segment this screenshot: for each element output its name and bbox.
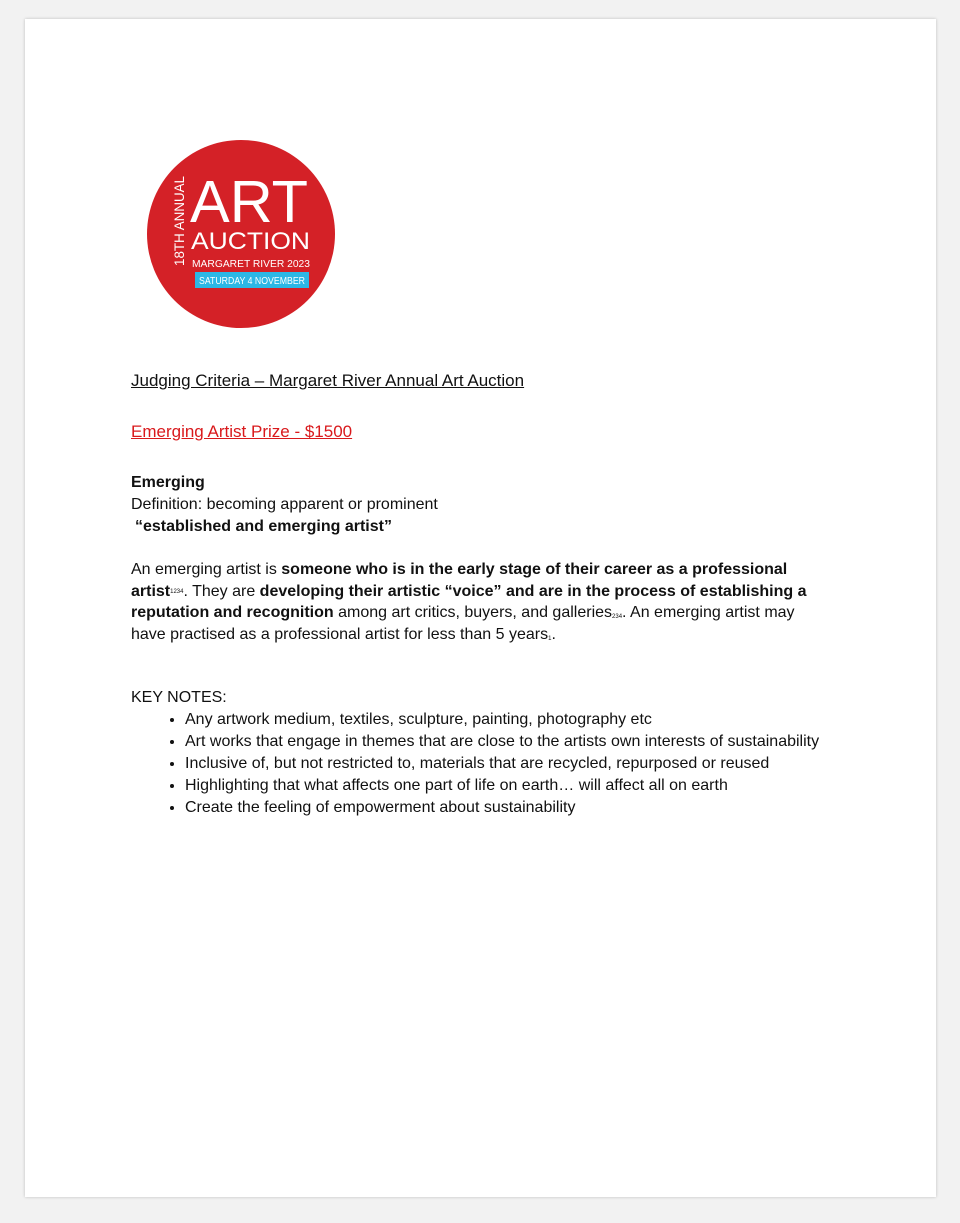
list-item: • Highlighting that what affects one part of life on earth… will affect all on earth: [185, 775, 831, 797]
paragraph-text: .: [551, 625, 556, 643]
document-page: [25, 19, 936, 1197]
paragraph-text: An emerging artist is: [131, 561, 282, 578]
logo-location: MARGARET RIVER 2023: [192, 258, 311, 270]
description-paragraph: [131, 559, 831, 645]
key-notes-section: [131, 687, 831, 819]
paragraph-text: . They are: [183, 582, 260, 600]
paragraph-bold-text: someone who is in the early stage of their career as a professional artist: [131, 561, 788, 600]
prize-title: Emerging Artist Prize - $1500: [131, 422, 353, 441]
logo-side-text: 18TH ANNUAL: [172, 175, 187, 266]
paragraph-text: . An emerging artist may have practised as a professional artist for less than 5 years: [131, 604, 795, 643]
paragraph-text: among art critics, buyers, and galleries: [333, 604, 613, 621]
footnote-reference: 1: [548, 635, 552, 642]
definition-example: “established and emerging artist”: [135, 518, 392, 535]
list-item: • Any artwork medium, textiles, sculpture, painting, photography etc: [185, 709, 831, 731]
logo-word-art: ART: [190, 169, 308, 235]
footnote-reference: 1234: [170, 588, 184, 595]
logo-date: SATURDAY 4 NOVEMBER: [199, 276, 305, 287]
definition-term: Emerging: [131, 474, 205, 491]
list-item: • Inclusive of, but not restricted to, materials that are recycled, repurposed or reused: [185, 753, 831, 775]
footnote-reference: 234: [612, 614, 623, 620]
list-item: • Art works that engage in themes that are close to the artists own interests of sustainability: [185, 731, 831, 753]
list-item: • Create the feeling of empowerment about sustainability: [185, 797, 831, 819]
document-title: Judging Criteria – Margaret River Annual Art Auction: [131, 371, 525, 390]
art-auction-logo: [146, 139, 336, 329]
logo-word-auction: AUCTION: [191, 228, 310, 255]
logo-graphic: [146, 139, 336, 329]
definition-block: [131, 472, 438, 538]
key-notes-heading: KEY NOTES:: [131, 689, 227, 706]
definition-text: Definition: becoming apparent or prominent: [131, 496, 438, 513]
key-notes-list: [131, 709, 831, 819]
paragraph-bold-text: developing their artistic “voice” and are in the process of establishing a reputation and recognition: [131, 582, 807, 621]
